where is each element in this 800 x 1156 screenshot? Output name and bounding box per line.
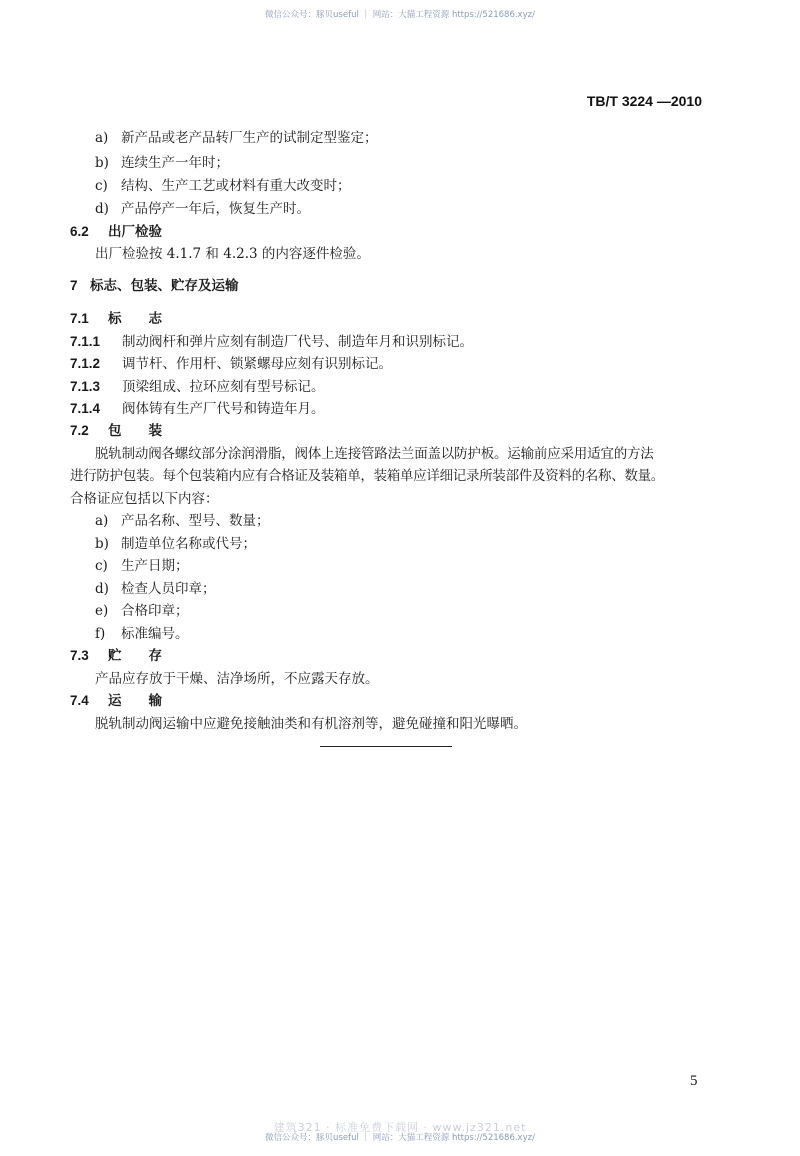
section-heading-7-3 xyxy=(70,645,162,667)
watermark-bottom-ghost: 建筑321 · 标准免费下载网 · www.jz321.net xyxy=(273,1121,527,1134)
section-title: 贮 存 xyxy=(108,648,162,664)
standard-code: TB/T 3224 —2010 xyxy=(586,93,702,109)
clause-number: 7.1.1 xyxy=(70,334,101,349)
paragraph: 出厂检验按 4.1.7 和 4.2.3 的内容逐件检验。 xyxy=(95,246,370,262)
list-item-text: 产品停产一年后，恢复生产时。 xyxy=(121,201,310,217)
clause-number: 7.1.2 xyxy=(70,356,101,371)
clause xyxy=(70,398,325,420)
list-item-mark: a) xyxy=(95,130,109,146)
list-item-mark: d) xyxy=(95,201,109,217)
list-item xyxy=(95,510,270,532)
clause-text: 阀体铸有生产厂代号和铸造年月。 xyxy=(122,401,325,417)
section-number: 7.2 xyxy=(70,423,89,438)
section-number: 7.1 xyxy=(70,311,89,326)
list-item-mark: f) xyxy=(95,626,106,642)
section-number: 7.3 xyxy=(70,648,89,663)
paragraph: 脱轨制动阀运输中应避免接触油类和有机溶剂等，避免碰撞和阳光曝晒。 xyxy=(95,716,527,732)
list-item xyxy=(95,555,189,577)
section-title: 标志、包装、贮存及运输 xyxy=(90,278,239,294)
list-item xyxy=(95,533,256,555)
section-title: 包 装 xyxy=(108,423,162,439)
list-item-mark: b) xyxy=(95,536,109,552)
list-item-text: 结构、生产工艺或材料有重大改变时； xyxy=(121,178,351,194)
clause xyxy=(70,376,325,398)
list-item-mark: d) xyxy=(95,581,109,597)
section-heading-7-1 xyxy=(70,308,162,330)
clause-text: 顶梁组成、拉环应刻有型号标记。 xyxy=(122,379,325,395)
paragraph-line: 进行防护包装。每个包装箱内应有合格证及装箱单，装箱单应详细记录所装部件及资料的名称、数量。 xyxy=(70,468,664,484)
paragraph-line: 脱轨制动阀各螺纹部分涂润滑脂，阀体上连接管路法兰面盖以防护板。运输前应采用适宜的方法 xyxy=(95,446,654,462)
list-item-text: 制造单位名称或代号； xyxy=(121,536,256,552)
clause xyxy=(70,331,473,353)
list-item-text: 检查人员印章； xyxy=(121,581,216,597)
section-number: 7 xyxy=(70,278,78,293)
section-title: 标 志 xyxy=(108,311,162,327)
list-item xyxy=(95,152,229,174)
section-heading-7-2 xyxy=(70,420,162,442)
list-item-text: 标准编号。 xyxy=(121,626,189,642)
section-heading-7 xyxy=(70,275,239,297)
section-heading-7-4 xyxy=(70,690,162,712)
list-item xyxy=(95,127,378,149)
end-rule xyxy=(320,746,452,747)
list-item-text: 产品名称、型号、数量； xyxy=(121,513,270,529)
clause-text: 制动阀杆和弹片应刻有制造厂代号、制造年月和识别标记。 xyxy=(122,334,473,350)
list-item-text: 合格印章； xyxy=(121,603,189,619)
list-item-text: 连续生产一年时； xyxy=(121,155,229,171)
page-number: 5 xyxy=(690,1073,698,1089)
section-number: 7.4 xyxy=(70,693,89,708)
watermark-bottom: 微信公众号：豚贝useful ｜ 网站：大猫工程资源 https://521686.xyz/ xyxy=(265,1133,535,1143)
list-item xyxy=(95,198,310,220)
watermark-top: 微信公众号：豚贝useful ｜ 网站：大猫工程资源 https://521686.xyz/ xyxy=(265,10,535,20)
section-title: 运 输 xyxy=(108,693,162,709)
clause-number: 7.1.3 xyxy=(70,379,101,394)
clause-text: 调节杆、作用杆、锁紧螺母应刻有识别标记。 xyxy=(122,356,392,372)
list-item-mark: a) xyxy=(95,513,109,529)
section-number: 6.2 xyxy=(70,224,89,239)
list-item-mark: b) xyxy=(95,155,109,171)
list-item xyxy=(95,623,189,645)
clause xyxy=(70,353,392,375)
list-item-mark: c) xyxy=(95,178,108,194)
section-heading-6-2 xyxy=(70,221,162,243)
paragraph-line: 合格证应包括以下内容： xyxy=(70,491,219,507)
list-item-mark: e) xyxy=(95,603,109,619)
list-item xyxy=(95,578,216,600)
section-title: 出厂检验 xyxy=(108,224,162,240)
list-item-mark: c) xyxy=(95,558,108,574)
list-item xyxy=(95,600,189,622)
list-item xyxy=(95,175,351,197)
list-item-text: 生产日期； xyxy=(121,558,189,574)
paragraph: 产品应存放于干燥、洁净场所，不应露天存放。 xyxy=(95,671,379,687)
list-item-text: 新产品或老产品转厂生产的试制定型鉴定； xyxy=(121,130,378,146)
clause-number: 7.1.4 xyxy=(70,401,101,416)
